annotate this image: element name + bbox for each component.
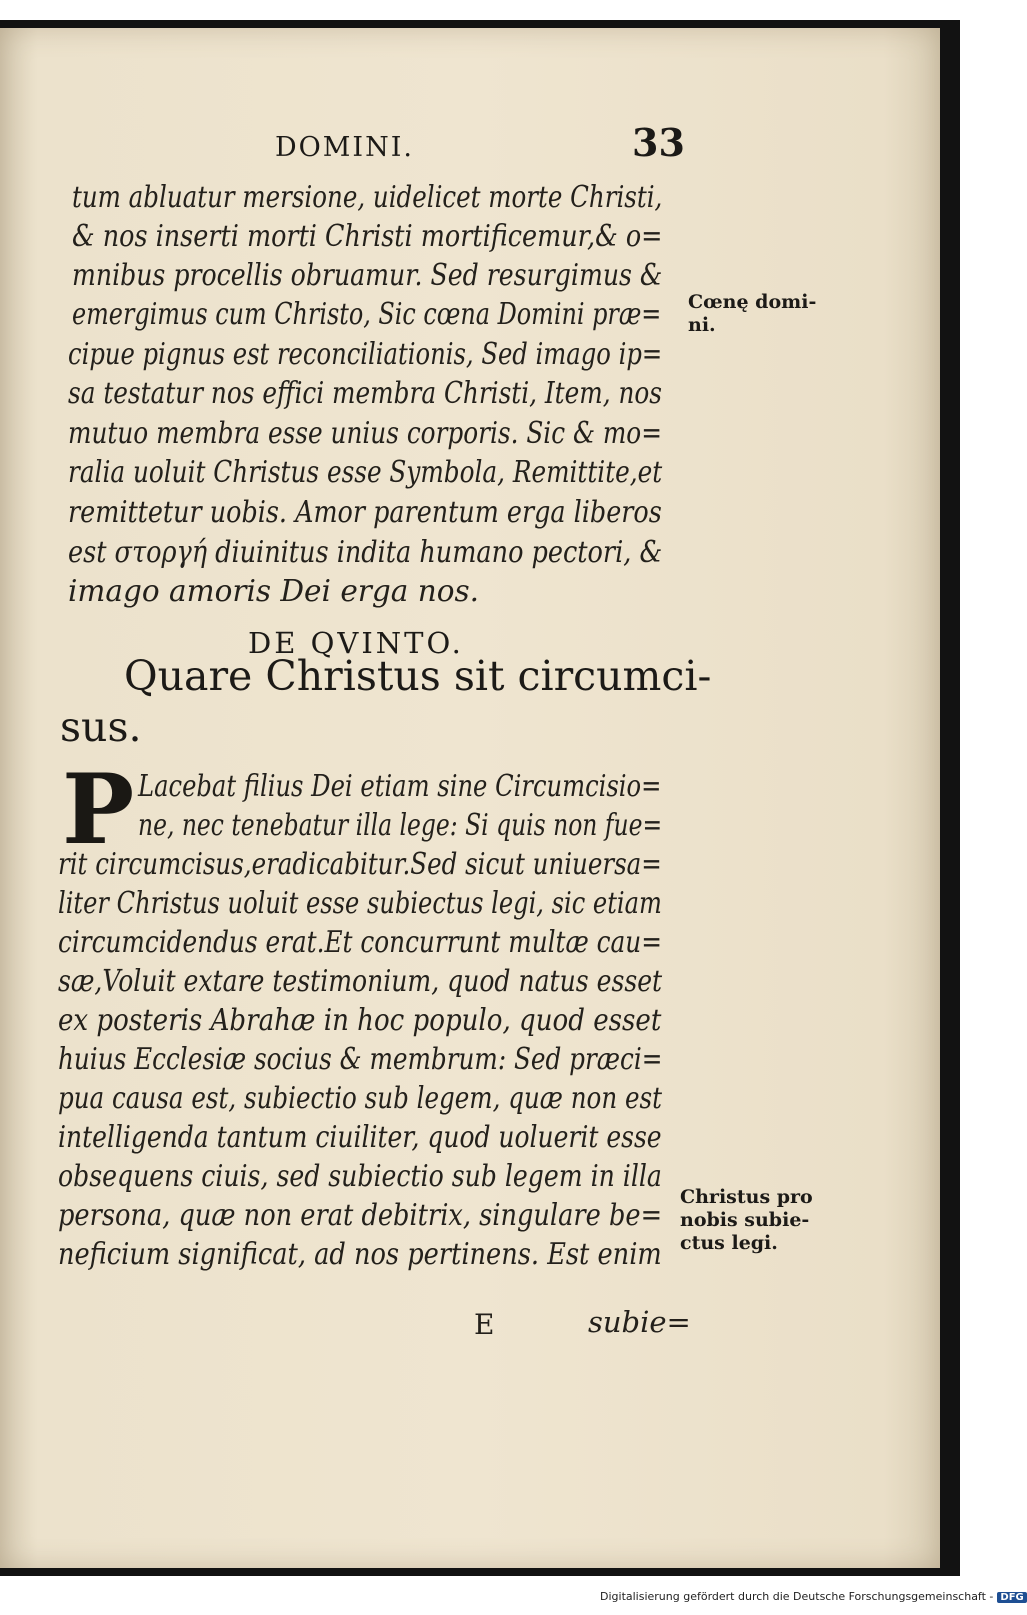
text-line: ralia uoluit Christus esse Symbola, Remittite,et xyxy=(68,455,663,489)
section-heading: DE QVINTO. xyxy=(248,626,464,660)
text-line: neficium significat, ad nos pertinens. Est enim xyxy=(58,1237,662,1271)
chapter-title-line: Quare Christus sit circumci- xyxy=(124,652,712,700)
dfg-logo: DFG xyxy=(997,1592,1026,1603)
text-line: circumcidendus erat.Et concurrunt multæ cau= xyxy=(58,925,662,959)
text-line: huius Ecclesiæ socius & membrum: Sed præci= xyxy=(58,1042,663,1076)
text-line: persona, quæ non erat debitrix, singulare be= xyxy=(58,1198,663,1232)
text-line: cipue pignus est reconciliationis, Sed imago ip= xyxy=(68,337,663,371)
text-line: est στοργή diuinitus indita humano pectori, & xyxy=(68,535,663,569)
digitization-credit xyxy=(600,1590,1027,1603)
text-line: mutuo membra esse unius corporis. Sic & mo= xyxy=(68,416,662,450)
margin-note-line: ni. xyxy=(688,314,716,336)
margin-note-line: Christus pro xyxy=(680,1186,813,1208)
text-line: Lacebat filius Dei etiam sine Circumcisio= xyxy=(138,769,662,803)
catchword: subie= xyxy=(588,1305,691,1339)
credit-text: Digitalisierung gefördert durch die Deutsche Forschungsgemeinschaft - xyxy=(600,1590,994,1603)
text-line: sa testatur nos effici membra Christi, Item, nos xyxy=(68,376,662,410)
signature-mark: E xyxy=(474,1308,495,1341)
page-number: 33 xyxy=(632,120,685,165)
text-line: rit circumcisus,eradicabitur.Sed sicut uniuersa= xyxy=(58,847,662,881)
text-line: mnibus procellis obruamur. Sed resurgimus & xyxy=(72,258,663,292)
book-page xyxy=(0,28,940,1568)
text-line: liter Christus uoluit esse subiectus legi, sic etiam xyxy=(58,886,662,920)
text-line: tum abluatur mersione, uidelicet morte Christi, xyxy=(72,180,663,214)
text-line: & nos inserti morti Christi mortificemur,& o= xyxy=(72,219,663,253)
margin-note-line: nobis subie- xyxy=(680,1209,810,1231)
text-line: ne, nec tenebatur illa lege: Si quis non fue= xyxy=(138,808,663,842)
margin-note-line: Cœnę domi- xyxy=(688,291,817,313)
chapter-title-line: sus. xyxy=(60,703,142,751)
text-line: obsequens ciuis, sed subiectio sub legem in illa xyxy=(58,1159,662,1193)
text-line: imago amoris Dei erga nos. xyxy=(68,574,479,608)
drop-initial: P xyxy=(62,753,135,866)
text-line: emergimus cum Christo, Sic cœna Domini præ= xyxy=(72,297,662,331)
text-line: intelligenda tantum ciuiliter, quod uoluerit esse xyxy=(58,1120,662,1154)
text-line: sæ,Voluit extare testimonium, quod natus esset xyxy=(58,964,663,998)
text-line: remittetur uobis. Amor parentum erga liberos xyxy=(68,495,662,529)
text-line: pua causa est, subiectio sub legem, quæ non est xyxy=(58,1081,662,1115)
text-line: ex posteris Abrahæ in hoc populo, quod esset xyxy=(58,1003,662,1037)
margin-note-line: ctus legi. xyxy=(680,1232,778,1254)
running-head: DOMINI. xyxy=(275,132,414,163)
